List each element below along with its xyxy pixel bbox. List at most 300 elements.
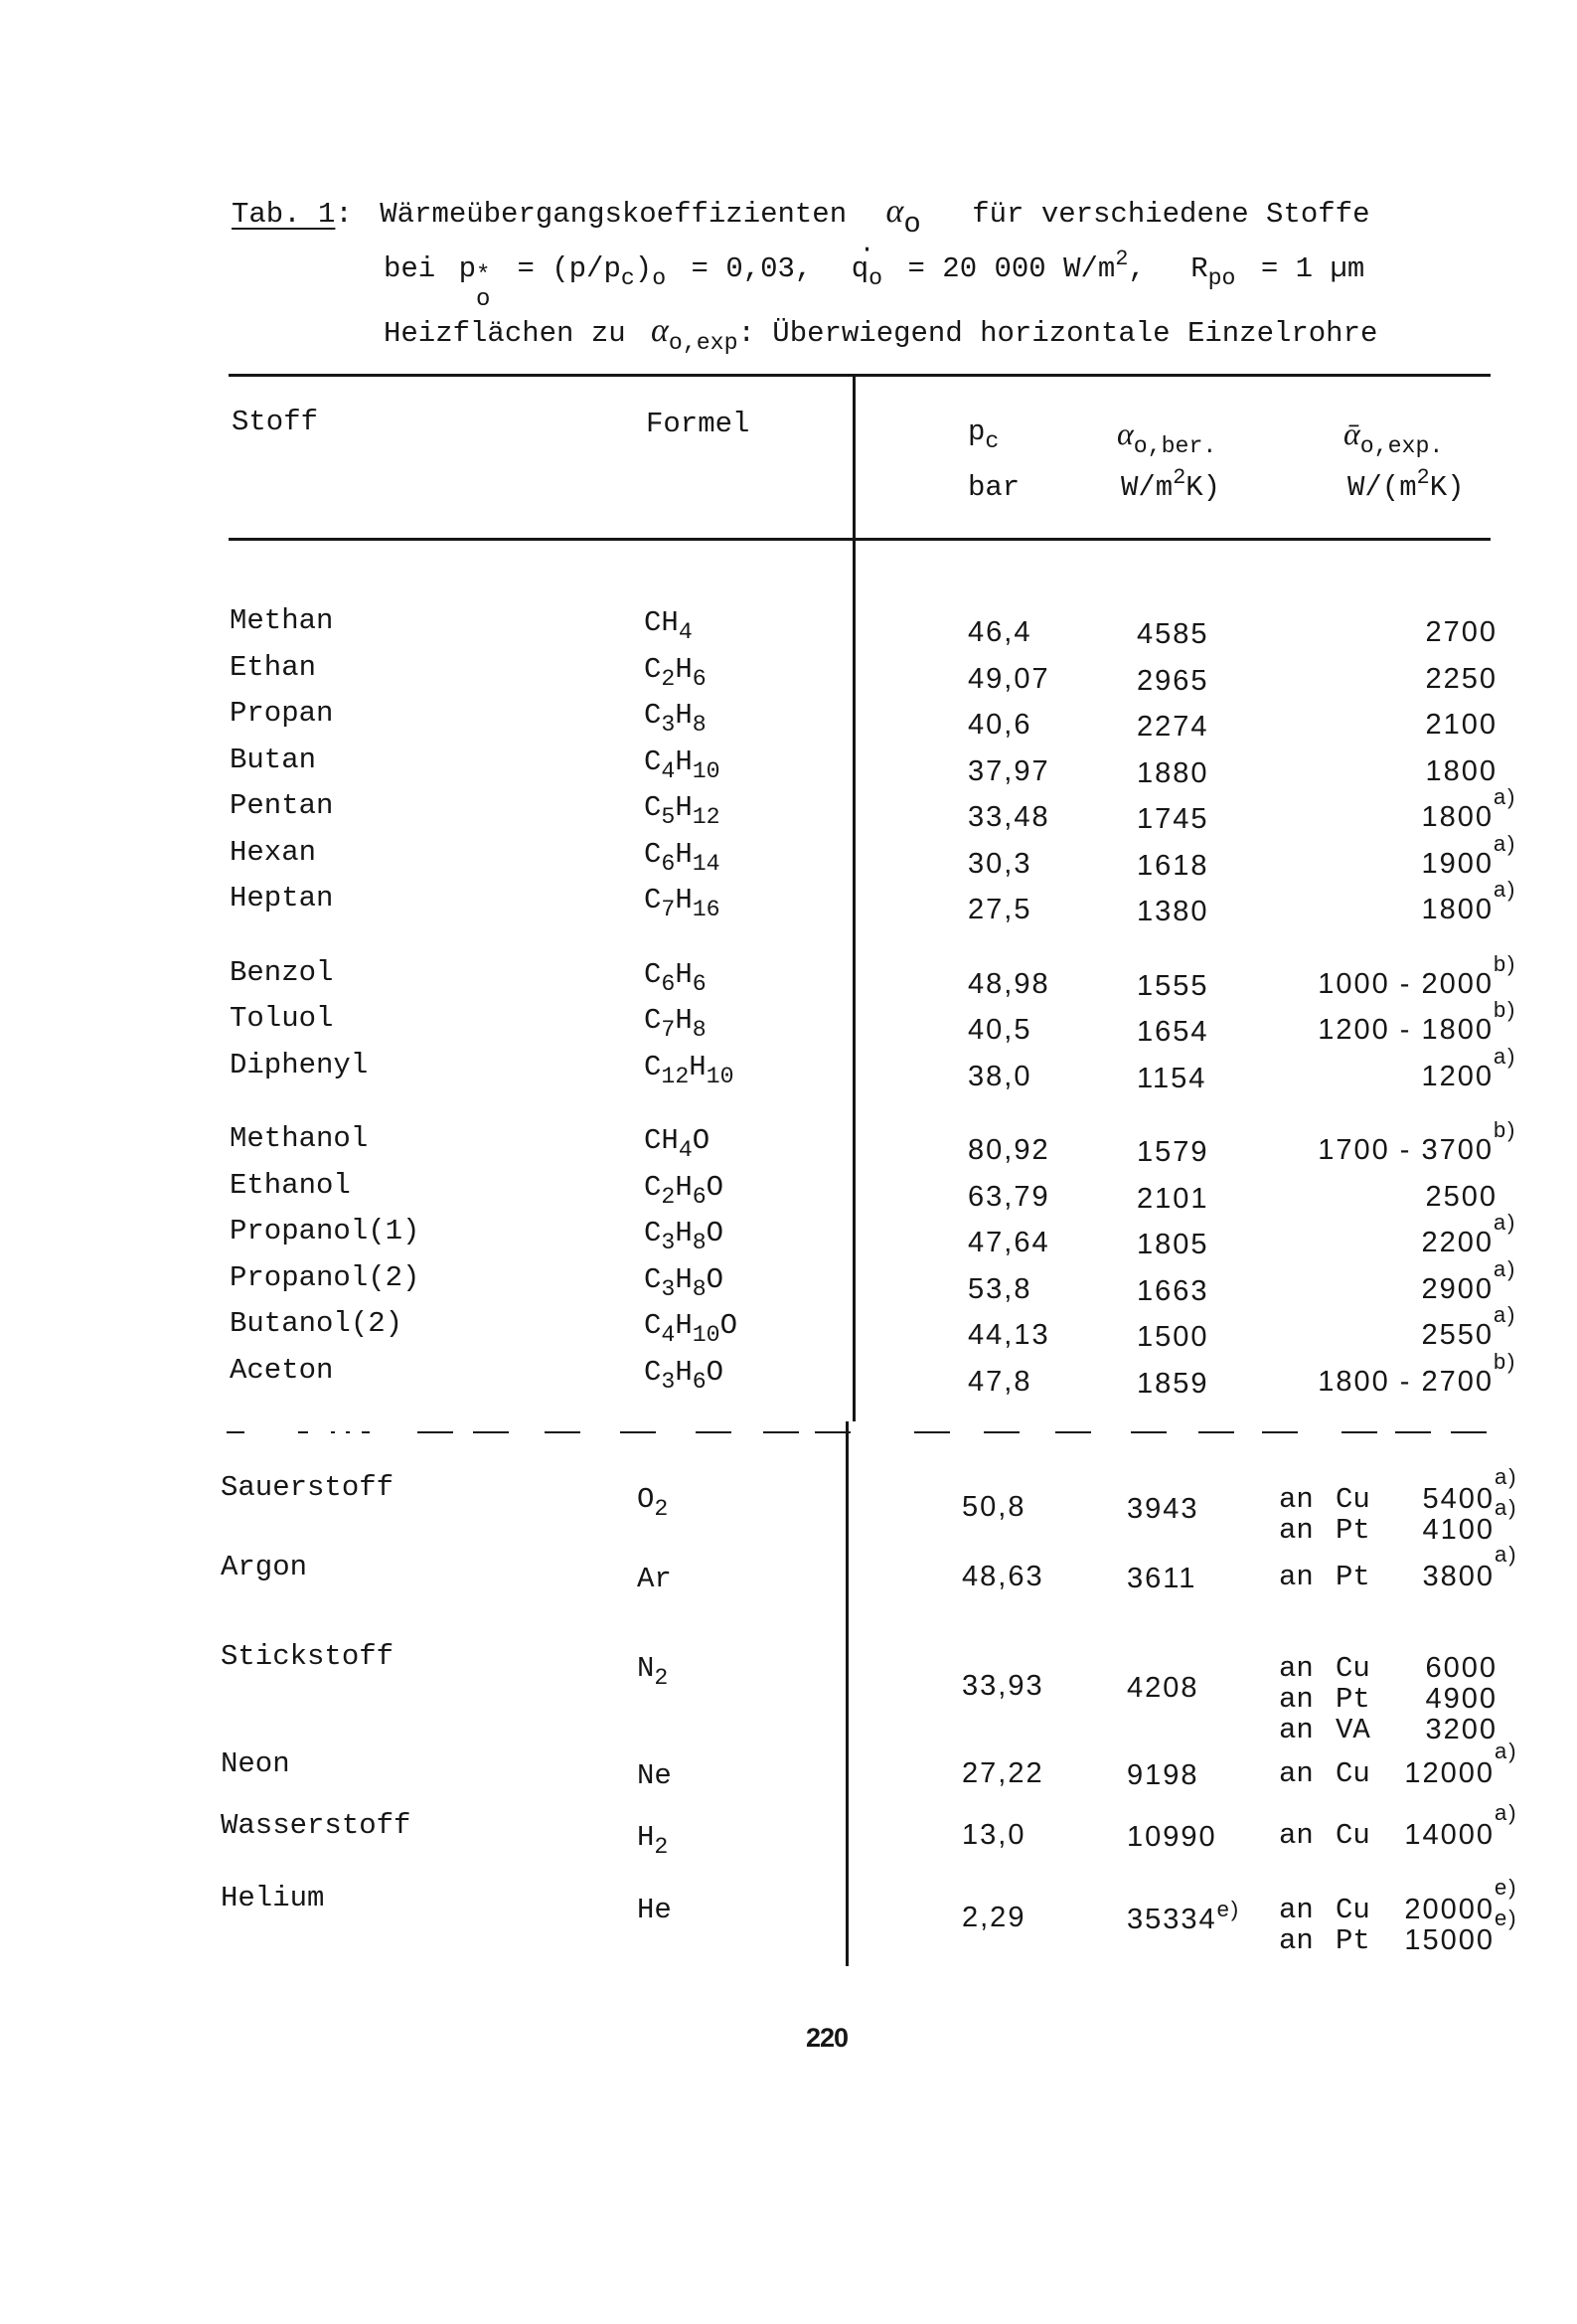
pc-value: 33,48 <box>968 801 1050 833</box>
formula-part: H <box>675 884 693 916</box>
column-divider-top <box>853 376 856 1421</box>
stoff-name: Aceton <box>230 1353 334 1387</box>
pc-value: 63,79 <box>968 1180 1050 1213</box>
formula-part: 8 <box>692 1275 707 1302</box>
alpha-exp-value <box>1425 663 1498 696</box>
formula-part: 4 <box>678 1137 693 1164</box>
dash-segment <box>984 1431 1020 1433</box>
formula-part: C <box>644 652 662 686</box>
pc-value: 44,13 <box>968 1319 1050 1351</box>
header-alpha-ber-unit: $W/m^2K$) <box>1121 465 1221 504</box>
alpha-exp-number: 2700 <box>1425 616 1498 648</box>
formula-part: 16 <box>692 897 720 923</box>
alpha-ber-number: 4208 <box>1127 1672 1199 1704</box>
ratio-expression: = (p/p <box>517 252 621 285</box>
formula <box>644 1217 724 1256</box>
metal-label: Cu <box>1336 1819 1370 1852</box>
alpha-ber-value: 4585 <box>1137 618 1209 650</box>
formula-part: H <box>675 837 693 871</box>
bei-label: bei <box>384 252 436 285</box>
dash-segment <box>1395 1431 1431 1433</box>
alpha-ber-value: 1618 <box>1137 849 1209 882</box>
stoff-name: Methanol <box>230 1122 369 1155</box>
alpha-ber-value: 1663 <box>1137 1274 1209 1307</box>
formula-part: 10 <box>706 1063 734 1089</box>
dash-segment <box>1198 1431 1234 1433</box>
formula-part: O <box>706 1355 724 1389</box>
alpha-exp-value: 1800 a) <box>1421 877 1517 925</box>
metal-label: Cu <box>1336 1483 1370 1516</box>
alpha-exp-number: 6000 <box>1425 1652 1498 1684</box>
formula <box>637 1821 669 1861</box>
alpha-exp-value: 4100 a) <box>1422 1495 1518 1546</box>
pc-value: 27,22 <box>962 1757 1044 1789</box>
stoff-name: Helium <box>221 1882 325 1914</box>
alpha-exp-number: 1800 <box>1421 801 1494 833</box>
formula <box>637 1759 672 1792</box>
alpha-ber-value: 1805 <box>1137 1229 1209 1260</box>
formula-part: C <box>644 1262 662 1296</box>
formula-part: CH <box>644 606 679 639</box>
alpha-exp-number: 15000 <box>1404 1924 1495 1956</box>
dash-segment <box>1262 1431 1298 1433</box>
alpha-exp-value: 5400 a) <box>1422 1464 1518 1515</box>
heizflaechen-description: : Überwiegend horizontale Einzelrohre <box>737 317 1378 350</box>
header-formel: Formel <box>646 408 750 440</box>
alpha-ber-value: 2101 <box>1137 1182 1209 1215</box>
alpha-exp-number: 2100 <box>1425 709 1498 741</box>
formula <box>644 791 720 831</box>
pc-value: 38,0 <box>968 1060 1032 1092</box>
pc-symbol: p <box>968 415 986 448</box>
stoff-name: Argon <box>221 1551 308 1583</box>
header-alpha-exp <box>1343 415 1444 460</box>
formula <box>644 1309 737 1349</box>
an-label: an <box>1279 1514 1314 1547</box>
formula <box>644 1050 734 1089</box>
formula <box>644 1170 724 1210</box>
metal-label: Cu <box>1336 1757 1370 1790</box>
metal-label: Cu <box>1336 1894 1370 1926</box>
stoff-name: Propanol(1) <box>230 1215 420 1247</box>
dash-segment <box>914 1431 950 1433</box>
alpha-exp-number: 14000 <box>1404 1819 1495 1851</box>
header-rule <box>229 538 1491 541</box>
formula <box>637 1894 672 1926</box>
dash-segment <box>298 1431 308 1433</box>
pc-value: 48,98 <box>968 967 1050 1000</box>
formula-part: H <box>675 745 693 778</box>
alpha-exp-value: 1800 a) <box>1421 784 1517 833</box>
formula-part: 10 <box>692 1322 720 1349</box>
formula-part: C <box>644 884 662 916</box>
page-number: 220 <box>806 2023 849 2053</box>
formula-part: C <box>644 1355 662 1389</box>
dash-segment <box>815 1431 851 1433</box>
formula <box>644 1355 724 1395</box>
formula-part: 4 <box>678 619 693 646</box>
dash-segment <box>417 1431 453 1433</box>
formula <box>637 1483 669 1523</box>
alpha-exp-number: 2550 <box>1421 1319 1494 1351</box>
formula-part: 8 <box>692 1017 707 1044</box>
alpha-exp-number: 1200 <box>1421 1060 1494 1092</box>
formula-part: N <box>637 1652 655 1685</box>
dash-segment <box>473 1431 509 1433</box>
stoff-name: Sauerstoff <box>221 1471 394 1504</box>
metal-label: Pt <box>1336 1561 1370 1593</box>
formula-part: 2 <box>654 1665 669 1692</box>
formula-part: 6 <box>692 970 707 997</box>
formula-part: 4 <box>661 1322 676 1349</box>
formula-part: 8 <box>692 712 707 739</box>
pc-value: 80,92 <box>968 1134 1050 1166</box>
dash-segment <box>227 1431 244 1433</box>
alpha-exp-value <box>1425 709 1498 742</box>
alpha-exp-value: 1700 - 3700 b) <box>1318 1117 1517 1166</box>
stoff-name: Hexan <box>230 835 317 869</box>
formula-part: C <box>644 699 662 732</box>
an-label: an <box>1279 1819 1314 1852</box>
alpha-ber-number: 9198 <box>1127 1759 1199 1791</box>
caption-title-rest: für verschiedene Stoffe <box>972 198 1370 231</box>
formula-part: H <box>637 1821 655 1854</box>
alpha-exp-header-subscript: o,exp. <box>1359 433 1444 460</box>
alpha-exp-number: 20000 <box>1404 1894 1495 1925</box>
caption-line-3 <box>384 312 1378 357</box>
pc-value: 33,93 <box>962 1670 1044 1702</box>
an-label: an <box>1279 1924 1314 1957</box>
stoff-name: Neon <box>221 1747 290 1780</box>
alpha-exp-subscript: o,exp <box>668 330 738 357</box>
alpha-ber-value <box>1127 1563 1196 1595</box>
alpha-exp-number: 1800 <box>1425 754 1498 787</box>
formula <box>637 1563 672 1595</box>
alpha-exp-number: 4100 <box>1422 1514 1495 1546</box>
stoff-name: Butanol(2) <box>230 1307 403 1340</box>
caption-colon: : <box>335 198 353 231</box>
formula-part: H <box>675 1004 693 1037</box>
dash-segment <box>620 1431 656 1433</box>
formula-part: H <box>675 1217 693 1249</box>
dash-segment <box>331 1431 335 1433</box>
formula-part: C <box>644 1004 662 1037</box>
alpha-exp-value: 1800 - 2700 b) <box>1318 1348 1517 1398</box>
pc-value: 40,6 <box>968 709 1032 741</box>
formula-part: 2 <box>654 1496 669 1523</box>
metal-label: Cu <box>1336 1652 1370 1685</box>
alpha-ber-value <box>1127 1672 1199 1705</box>
pc-subscript: c <box>985 428 1000 455</box>
heat-flux-value: = 20 000 W/m <box>907 252 1116 285</box>
ratio-close: ) <box>634 252 653 285</box>
metal-label: VA <box>1336 1714 1370 1746</box>
formula-part: H <box>675 1262 693 1296</box>
formula-part: C <box>644 957 662 991</box>
formula-part: H <box>675 957 693 991</box>
alpha-exp-value: 2550 a) <box>1421 1302 1517 1351</box>
formula-part: O <box>719 1309 737 1342</box>
formula <box>644 1004 707 1044</box>
formula-part: H <box>675 652 693 686</box>
dash-segment <box>346 1431 350 1433</box>
alpha-symbol: α <box>885 193 904 230</box>
caption-line-1 <box>232 193 1370 242</box>
ratio-value: = 0,03, <box>691 252 813 285</box>
dash-segment <box>545 1431 580 1433</box>
alpha-exp-value: 15000 e) <box>1404 1906 1518 1956</box>
pc-value: 40,5 <box>968 1014 1032 1046</box>
alpha-exp-number: 1200 - 1800 <box>1318 1014 1494 1046</box>
alpha-exp-number: 3800 <box>1422 1561 1495 1592</box>
stoff-name: Benzol <box>230 955 334 989</box>
alpha-ber-value <box>1127 1896 1241 1936</box>
pc-value: 50,8 <box>962 1491 1026 1523</box>
stoff-name: Diphenyl <box>230 1048 369 1081</box>
alpha-exp-symbol: α <box>651 312 669 349</box>
q-subscript: o <box>868 265 883 292</box>
header-pc <box>968 415 1000 455</box>
pc-value: 47,64 <box>968 1227 1050 1258</box>
formula-part: C <box>644 1309 662 1342</box>
alpha-exp-number: 1000 - 2000 <box>1318 967 1494 1000</box>
metal-label: Pt <box>1336 1924 1370 1957</box>
alpha-exp-number: 1800 <box>1421 894 1494 925</box>
dash-segment <box>763 1431 799 1433</box>
top-rule <box>229 374 1491 377</box>
formula-part: H <box>675 1170 693 1204</box>
alpha-exp-value <box>1425 616 1498 649</box>
pc-value: 13,0 <box>962 1819 1026 1851</box>
pc-value: 37,97 <box>968 754 1050 787</box>
formula-part: O <box>637 1483 655 1516</box>
formula <box>644 699 707 739</box>
r-symbol: R <box>1190 252 1208 285</box>
alpha-ber-number: 3611 <box>1127 1563 1197 1594</box>
pc-value: 2,29 <box>962 1902 1026 1933</box>
stoff-name: Butan <box>230 743 317 776</box>
formula-part: 14 <box>692 850 720 877</box>
formula-part: 6 <box>692 665 707 692</box>
stoff-name: Ethanol <box>230 1168 351 1202</box>
formula-part: He <box>637 1894 672 1926</box>
formula-part: 6 <box>692 1183 707 1210</box>
an-label: an <box>1279 1483 1314 1516</box>
alpha-exp-value: 1200 a) <box>1421 1043 1517 1092</box>
alpha-exp-number: 2900 <box>1421 1272 1494 1305</box>
formula <box>644 1262 724 1302</box>
formula-part: H <box>689 1050 707 1083</box>
formula-part: 6 <box>661 850 676 877</box>
q-dot-symbol: · q <box>851 235 875 285</box>
dash-segment <box>1341 1431 1377 1433</box>
alpha-ber-value <box>1127 1821 1217 1854</box>
alpha-exp-number: 4900 <box>1425 1683 1498 1715</box>
alpha-ber-value: 1154 <box>1137 1062 1207 1094</box>
alpha-exp-value: 1200 - 1800 b) <box>1318 997 1517 1046</box>
alpha-exp-value <box>1425 1714 1498 1746</box>
stoff-name: Methan <box>230 604 334 637</box>
alpha-exp-value: 14000 a) <box>1404 1800 1518 1851</box>
formula-part: O <box>706 1170 724 1204</box>
formula-part: 10 <box>692 757 720 784</box>
dash-segment <box>362 1431 370 1433</box>
formula-part: H <box>675 1309 693 1342</box>
formula <box>644 957 707 997</box>
formula-part: 7 <box>661 897 676 923</box>
alpha-ber-value: 1380 <box>1137 896 1209 927</box>
formula-part: 3 <box>661 712 676 739</box>
formula-part: H <box>675 1355 693 1389</box>
alpha-exp-number: 1900 <box>1421 847 1494 880</box>
stoff-name: Toluol <box>230 1002 334 1035</box>
metal-label: Pt <box>1336 1514 1370 1547</box>
an-label: an <box>1279 1561 1314 1593</box>
table-label: Tab. 1 <box>232 198 336 231</box>
formula <box>644 745 720 784</box>
alpha-exp-value: 20000 e) <box>1404 1875 1518 1925</box>
alpha-exp-value: 1900 a) <box>1421 830 1517 880</box>
formula-part: H <box>675 791 693 824</box>
ratio-subscript: o <box>652 265 667 292</box>
roughness-value: = 1 µm <box>1260 252 1365 285</box>
formula-part: 6 <box>692 1368 707 1395</box>
pc-value: 46,4 <box>968 616 1032 648</box>
alpha-ber-value: 1579 <box>1137 1136 1209 1168</box>
alpha-ber-value: 1500 <box>1137 1321 1209 1353</box>
alpha-exp-value: 2900 a) <box>1421 1255 1517 1305</box>
formula <box>644 1124 710 1164</box>
alpha-exp-number: 3200 <box>1425 1714 1498 1745</box>
stoff-name: Wasserstoff <box>221 1809 411 1842</box>
caption-line-2 <box>384 235 1365 313</box>
dash-segment <box>1055 1431 1091 1433</box>
formula-part: C <box>644 837 662 871</box>
formula-part: 3 <box>661 1368 676 1395</box>
formula-part: 8 <box>692 1230 707 1256</box>
alpha-ber-value: 1555 <box>1137 969 1209 1002</box>
alpha-exp-number: 2200 <box>1421 1227 1494 1258</box>
alpha-exp-bar-symbol: ᾱ <box>1343 415 1360 451</box>
formula-part: 3 <box>661 1275 676 1302</box>
alpha-ber-symbol: α <box>1117 415 1134 451</box>
alpha-ber-number: 10990 <box>1127 1821 1217 1853</box>
alpha-exp-value <box>1425 1683 1498 1716</box>
formula-part: 12 <box>692 804 720 831</box>
p-subscript: o <box>476 286 491 313</box>
column-divider-bottom <box>846 1421 849 1966</box>
alpha-exp-value <box>1425 1181 1498 1214</box>
alpha-ber-value: 2274 <box>1137 711 1209 743</box>
stoff-name: Pentan <box>230 789 334 822</box>
formula <box>644 837 720 877</box>
formula-part: O <box>692 1124 710 1157</box>
alpha-ber-value: 2965 <box>1137 664 1209 697</box>
stoff-name: Stickstoff <box>221 1640 394 1673</box>
an-label: an <box>1279 1714 1314 1746</box>
alpha-exp-value <box>1425 1652 1498 1685</box>
formula-part: 3 <box>661 1230 676 1256</box>
formula-part: 4 <box>661 757 676 784</box>
formula-part: C <box>644 1217 662 1249</box>
caption-title: Wärmeübergangskoeffizienten <box>380 198 848 231</box>
formula-part: O <box>706 1262 724 1296</box>
dash-segment <box>1451 1431 1487 1433</box>
alpha-exp-value: 3800 a) <box>1422 1542 1518 1592</box>
header-alpha-ber <box>1117 415 1217 460</box>
formula-part: C <box>644 791 662 824</box>
dash-segment <box>696 1431 731 1433</box>
alpha-exp-value: 1000 - 2000 b) <box>1318 950 1517 1000</box>
alpha-exp-value <box>1425 755 1498 788</box>
formula-part: CH <box>644 1124 679 1157</box>
alpha-exp-value: 12000 a) <box>1404 1739 1518 1789</box>
formula-part: Ar <box>637 1563 672 1595</box>
formula-part: 12 <box>661 1063 690 1089</box>
formula-part: C <box>644 745 662 778</box>
heat-flux-exponent: 2 <box>1115 247 1129 272</box>
alpha-ber-value <box>1127 1759 1199 1792</box>
formula-part: 2 <box>661 1183 676 1210</box>
formula-part: 2 <box>654 1834 669 1861</box>
alpha-exp-value: 2200 a) <box>1421 1210 1517 1258</box>
pc-value: 27,5 <box>968 894 1032 925</box>
heizflaechen-label: Heizflächen zu <box>384 317 626 350</box>
alpha-ber-value: 1745 <box>1137 803 1209 835</box>
p-star: * <box>476 262 491 289</box>
formula <box>644 884 720 923</box>
alpha-exp-number: 2500 <box>1425 1180 1498 1213</box>
alpha-ber-value: 1654 <box>1137 1016 1209 1048</box>
an-label: an <box>1279 1894 1314 1926</box>
formula <box>644 652 707 692</box>
pc-value: 49,07 <box>968 662 1050 695</box>
alpha-exp-number: 5400 <box>1422 1483 1495 1515</box>
alpha-ber-subscript: o,ber. <box>1133 433 1217 460</box>
formula-part: H <box>675 699 693 732</box>
formula <box>637 1652 669 1692</box>
stoff-name: Heptan <box>230 882 334 914</box>
stoff-name: Propan <box>230 697 334 730</box>
an-label: an <box>1279 1652 1314 1685</box>
header-stoff: Stoff <box>232 406 319 438</box>
alpha-ber-value: 1880 <box>1137 756 1209 789</box>
alpha-subscript: o <box>903 208 921 242</box>
an-label: an <box>1279 1683 1314 1716</box>
pc-value: 48,63 <box>962 1561 1044 1592</box>
formula-part: 7 <box>661 1017 676 1044</box>
alpha-ber-number: 3943 <box>1127 1493 1199 1525</box>
pc-value: 47,8 <box>968 1365 1032 1398</box>
heat-flux-comma: , <box>1128 252 1146 285</box>
formula-part: C <box>644 1170 662 1204</box>
formula-part: 5 <box>661 804 676 831</box>
formula <box>644 606 693 646</box>
an-label: an <box>1279 1757 1314 1790</box>
p-symbol: p <box>458 252 477 285</box>
header-pc-unit: bar <box>968 471 1021 504</box>
formula-part: O <box>706 1217 724 1249</box>
r-subscript: po <box>1207 265 1236 292</box>
formula-part: 6 <box>661 970 676 997</box>
stoff-name: Propanol(2) <box>230 1260 420 1294</box>
formula-part: 2 <box>661 665 676 692</box>
alpha-ber-value <box>1127 1493 1199 1526</box>
dash-segment <box>1131 1431 1167 1433</box>
header-alpha-exp-unit: $W/(m^2K)$ <box>1347 465 1465 504</box>
alpha-exp-number: 2250 <box>1425 662 1498 695</box>
alpha-ber-number: 35334 <box>1127 1904 1217 1935</box>
